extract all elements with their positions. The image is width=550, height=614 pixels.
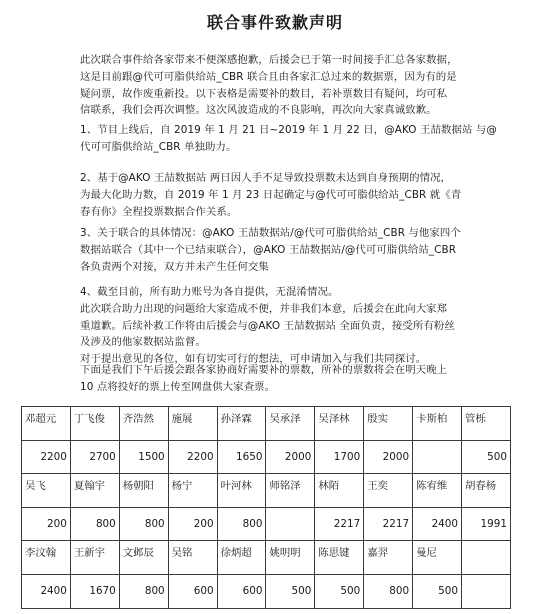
trainee-name: 陈思键	[315, 541, 364, 575]
trainee-name: 吴铭	[168, 541, 217, 575]
text-line: 信联系，我们会再次调整。这次风波造成的不良影响，再次向大家真诚致歉。	[80, 104, 437, 117]
trainee-name: 夏翰宇	[70, 474, 119, 508]
table-intro-paragraph	[80, 362, 480, 396]
table-row-values-3	[22, 574, 511, 608]
vote-count: 2000	[364, 440, 413, 474]
vote-count: 1670	[70, 574, 119, 608]
text-line: 及涉及的他家数据站监督。	[80, 336, 206, 349]
trainee-name: 杨朝阳	[119, 474, 168, 508]
vote-count: 2400	[22, 574, 71, 608]
vote-count: 800	[70, 507, 119, 541]
vote-count	[413, 440, 462, 474]
table-row-names-2	[22, 474, 511, 508]
trainee-name: 王奕	[364, 474, 413, 508]
trainee-name: 殷实	[364, 407, 413, 441]
table-row-names-3	[22, 541, 511, 575]
vote-count: 500	[462, 440, 511, 474]
trainee-name: 吴承泽	[266, 407, 315, 441]
point-3-paragraph	[80, 225, 480, 275]
trainee-name: 吴泽林	[315, 407, 364, 441]
trainee-name: 管栎	[462, 407, 511, 441]
trainee-name: 丁飞俊	[70, 407, 119, 441]
vote-count	[462, 574, 511, 608]
vote-count: 500	[266, 574, 315, 608]
trainee-name	[462, 541, 511, 575]
trainee-name: 嘉羿	[364, 541, 413, 575]
trainee-name: 卡斯柏	[413, 407, 462, 441]
trainee-name: 姚明明	[266, 541, 315, 575]
trainee-name: 陈宥维	[413, 474, 462, 508]
table-row-values-1	[22, 440, 511, 474]
text-line: 对于提出意见的各位，如有切实可行的想法，可申请加入与我们共同探讨。	[80, 353, 427, 366]
vote-count: 2200	[168, 440, 217, 474]
vote-count: 1700	[315, 440, 364, 474]
trainee-name: 叶河林	[217, 474, 266, 508]
vote-count: 2200	[22, 440, 71, 474]
vote-count: 800	[119, 574, 168, 608]
point-2-paragraph	[80, 170, 480, 220]
vote-count: 2400	[413, 507, 462, 541]
vote-count: 500	[315, 574, 364, 608]
vote-count: 2000	[266, 440, 315, 474]
vote-count: 200	[168, 507, 217, 541]
vote-count	[266, 507, 315, 541]
text-line: 10 点将投好的票上传至网盘供大家查票。	[80, 380, 276, 393]
vote-quota-table	[21, 406, 511, 609]
intro-paragraph	[80, 52, 480, 119]
text-line: 数据站联合（其中一个已结束联合），@AKO 王喆数据站/@代可可脂供给站_CBR	[80, 243, 457, 256]
table-row-names-1	[22, 407, 511, 441]
text-line: 各负责两个对接，双方并未产生任何交集	[80, 260, 269, 273]
page-title: 联合事件致歉声明	[206, 13, 343, 32]
text-line: 下面是我们下午后援会跟各家协商好需要补的票数，所补的票数将会在明天晚上	[80, 364, 448, 376]
trainee-name: 师铭泽	[266, 474, 315, 508]
text-line: 3、关于联合的具体情况：@AKO 王喆数据站/@代可可脂供给站_CBR 与他家四个	[80, 227, 461, 239]
trainee-name: 李汶翰	[22, 541, 71, 575]
trainee-name: 杨宁	[168, 474, 217, 508]
trainee-name: 胡春杨	[462, 474, 511, 508]
text-line: 重道歉。后续补救工作将由后援会与@AKO 王喆数据站 全面负责，接受所有粉丝	[80, 319, 455, 332]
text-line: 为最大化助力数，自 2019 年 1 月 23 日起确定与@代可可脂供给站_CBR 就《青	[80, 188, 462, 201]
vote-count: 200	[22, 507, 71, 541]
text-line: 春有你》全程投票数据合作关系。	[80, 205, 238, 218]
trainee-name: 林陌	[315, 474, 364, 508]
text-line: 1、节目上线后，自 2019 年 1 月 21 日~2019 年 1 月 22 日，@AKO 王喆数据站 与@	[80, 124, 497, 136]
point-1-paragraph	[80, 122, 497, 156]
vote-count: 2700	[70, 440, 119, 474]
trainee-name: 文邺辰	[119, 541, 168, 575]
vote-count: 800	[217, 507, 266, 541]
text-line: 此次联合事件给各家带来不便深感抱歉，后援会已于第一时间接手汇总各家数据，	[80, 54, 458, 66]
vote-count: 1500	[119, 440, 168, 474]
vote-count: 1991	[462, 507, 511, 541]
vote-count: 600	[217, 574, 266, 608]
text-line: 4、截至目前，所有助力账号为各自提供，无混淆情况。	[80, 286, 339, 298]
text-line: 疑问票，故作废重新投。以下表格是需要补的数目，若补票数目有疑问，均可私	[80, 87, 448, 100]
vote-count: 600	[168, 574, 217, 608]
vote-count: 800	[364, 574, 413, 608]
point-4-paragraph	[80, 284, 480, 368]
trainee-name: 施展	[168, 407, 217, 441]
trainee-name: 吴飞	[22, 474, 71, 508]
text-line: 此次联合助力出现的问题给大家造成不便，并非我们本意，后援会在此向大家郑	[80, 302, 448, 315]
vote-count: 1650	[217, 440, 266, 474]
text-line: 2、基于@AKO 王喆数据站 两日因人手不足导致投票数未达到自身预期的情况，	[80, 172, 452, 184]
vote-count: 500	[413, 574, 462, 608]
trainee-name: 曼尼	[413, 541, 462, 575]
trainee-name: 孙泽霖	[217, 407, 266, 441]
trainee-name: 邓超元	[22, 407, 71, 441]
table-row-values-2	[22, 507, 511, 541]
vote-count: 2217	[315, 507, 364, 541]
trainee-name: 王新宇	[70, 541, 119, 575]
text-line: 代可可脂供给站_CBR 单独助力。	[80, 140, 237, 153]
trainee-name: 齐浩然	[119, 407, 168, 441]
trainee-name: 徐炳超	[217, 541, 266, 575]
text-line: 这是目前跟@代可可脂供给站_CBR 联合且由各家汇总过来的数据票，因为有的是	[80, 70, 457, 83]
vote-count: 800	[119, 507, 168, 541]
vote-count: 2217	[364, 507, 413, 541]
